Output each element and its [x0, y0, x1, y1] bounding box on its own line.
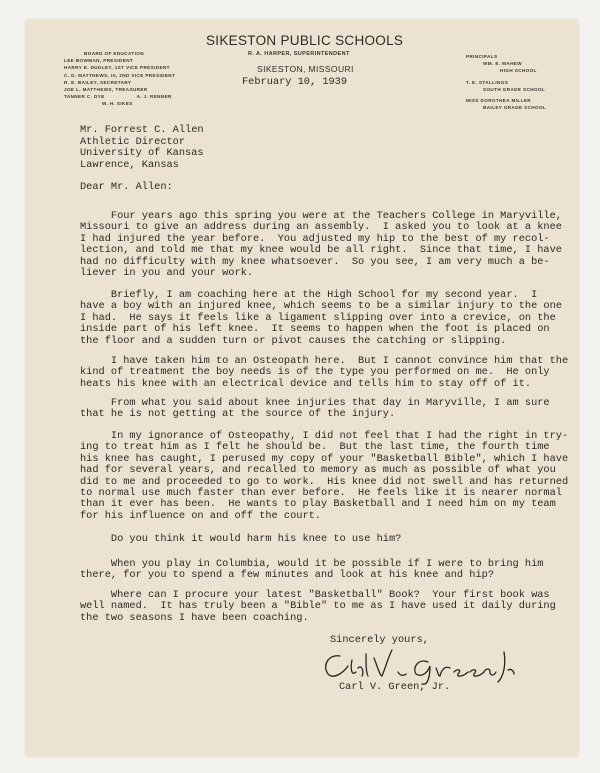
paragraph-line: than it ever has been. He wants to play Basketball and I need him on my team: [80, 498, 556, 511]
address-line: Lawrence, Kansas: [80, 158, 179, 171]
paragraph-line: Four years ago this spring you were at the Teachers College in Maryville,: [80, 210, 562, 222]
letter-date: February 10, 1939: [242, 76, 348, 88]
paragraph-line: had no difficulty with my knee whatsoever. So you see, I am very much a be-: [80, 255, 550, 268]
principal-school: SOUTH GRADE SCHOOL: [483, 86, 546, 92]
paragraph-line: When you play in Columbia, would it be possible if I were to bring him: [80, 558, 544, 570]
paragraph-line: that he is not getting at the source of the injury.: [80, 408, 396, 421]
paragraph-line: liever in you and your work.: [80, 267, 254, 280]
paragraph-line: did to me and proceeded to go to work. His knee did not swell and has returned: [80, 475, 569, 488]
paragraph-line: kind of treatment the boy needs is of the type you performed on me. He only: [80, 366, 550, 379]
paragraph: [80, 431, 568, 522]
principal-school: BAILEY GRADE SCHOOL: [483, 105, 547, 111]
paragraph-line: to normal use much faster than ever before. He feels like it is nearer normal: [80, 487, 562, 500]
paragraph-line: had for several years, and recalled to memory as much as possible of what you: [80, 464, 556, 477]
paragraph-line: heats his knee with an electrical device and tells him to stay off of it.: [80, 377, 532, 390]
address-line: University of Kansas: [80, 147, 204, 160]
board-member: HARRY E. DUDLEY, 1ST VICE PRESIDENT: [64, 65, 170, 71]
paragraph: [80, 534, 401, 545]
paragraph-line: his knee has caught, I perused my copy of your "Basketball Bible", which I have: [80, 452, 569, 465]
board-member: JOE L. MATTHEWS, TREASURER: [64, 87, 148, 93]
board-member: W. H. SIKES: [102, 101, 133, 107]
principals: [466, 53, 546, 111]
paragraph-line: ing to treat him as I felt he should be. But the last time, the fourth time: [80, 441, 550, 454]
superintendent: R. A. HARPER, SUPERINTENDENT: [248, 51, 350, 57]
board-of-education: [64, 50, 175, 108]
paragraph: [80, 290, 562, 347]
paragraph-line: Missouri to give an address during an assembly. I asked you to look at a knee: [80, 221, 562, 234]
paragraph-line: inside part of his left knee. It seems to happen when the foot is placed on: [80, 323, 550, 336]
principal-name: MISS DOROTHEA MILLER: [466, 98, 531, 104]
principal-school: HIGH SCHOOL: [500, 68, 537, 74]
recipient-address: [80, 125, 204, 171]
paragraph-line: In my ignorance of Osteopathy, I did not feel that I had the right in try-: [80, 430, 569, 442]
address-line: Athletic Director: [80, 135, 186, 148]
paragraph-line: Briefly, I am coaching here at the High School for my second year. I: [80, 289, 538, 301]
paragraph: [80, 211, 562, 279]
principal-name: T. E. STALLINGS: [466, 79, 509, 85]
paragraph-line: I had. He says it feels like a ligament slipping over into a crevice, on the: [80, 311, 556, 324]
closing: Sincerely yours,: [330, 634, 429, 646]
board-member: TANNER C. DYE: [64, 94, 105, 100]
location: SIKESTON, MISSOURI: [257, 64, 354, 74]
paragraph: [80, 590, 556, 624]
handwritten-signature: [318, 646, 518, 686]
paragraph-line: Do you think it would harm his knee to use him?: [80, 533, 402, 545]
board-heading: BOARD OF EDUCATION: [84, 51, 144, 56]
paragraph-line: I had injured the year before. You adjusted my hip to the best of my recol-: [80, 232, 550, 245]
paragraph-line: Where can I procure your latest "Basketball" Book? Your first book was: [80, 589, 550, 601]
signer-name: Carl V. Green, Jr.: [339, 681, 451, 693]
paragraph: [80, 559, 543, 582]
paragraph-line: From what you said about knee injuries that day in Maryville, I am sure: [80, 397, 550, 409]
board-member: C. D. MATTHEWS, III, 2ND VICE PRESIDENT: [64, 72, 176, 78]
paragraph: [80, 398, 550, 421]
paragraph-line: the floor and a sudden turn or pivot causes the catching or slipping.: [80, 334, 507, 347]
principal-name: WM. E. MAHEW: [483, 61, 522, 67]
paragraph-line: well named. It has truly been a "Bible" to me as I have used it daily during: [80, 600, 556, 613]
salutation: Dear Mr. Allen:: [80, 181, 173, 193]
paragraph: [80, 356, 568, 390]
paragraph-line: have a boy with an injured knee, which seems to be a similar injury to the one: [80, 300, 562, 313]
paragraph-line: for his influence on and off the court.: [80, 509, 321, 522]
principals-heading: PRINCIPALS: [466, 54, 498, 59]
board-member: R. E. BAILEY, SECRETARY: [64, 79, 132, 85]
paragraph-line: lection, and told me that my knee would be all right. Since that time, I have: [80, 244, 562, 257]
address-line: Mr. Forrest C. Allen: [80, 124, 204, 136]
board-member: A. J. RENNER: [136, 94, 172, 100]
paragraph-line: there, for you to spend a few minutes and look at his knee and hip?: [80, 569, 495, 582]
school-name: SIKESTON PUBLIC SCHOOLS: [206, 33, 404, 48]
paragraph-line: the two seasons I have been coaching.: [80, 611, 309, 624]
paragraph-line: I have taken him to an Osteopath here. But I cannot convince him that the: [80, 355, 569, 367]
board-member: LEE BOWMAN, PRESIDENT: [64, 58, 134, 64]
